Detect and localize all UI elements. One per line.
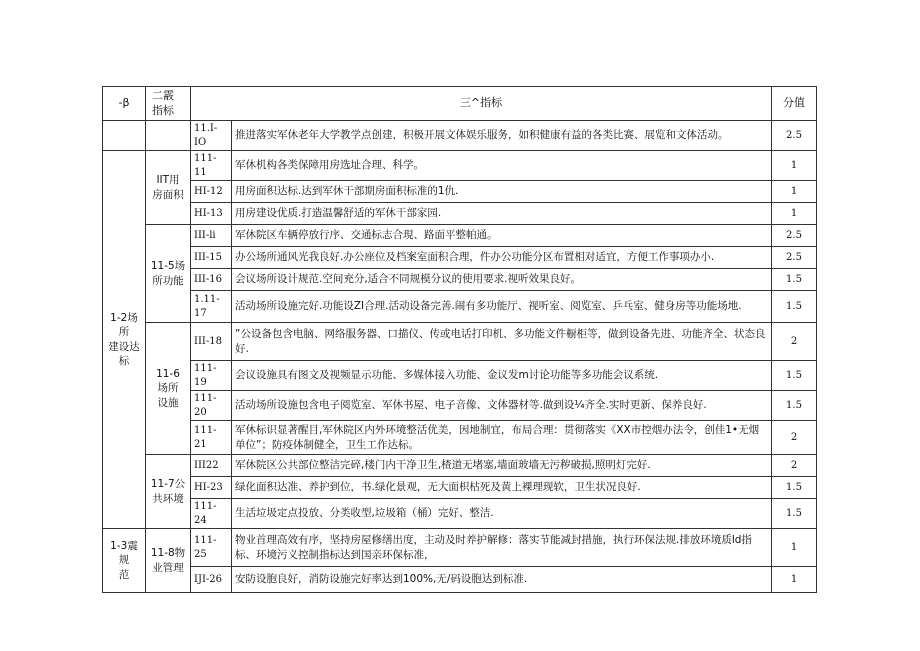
header-level2: 二霰 指标: [146, 87, 191, 121]
indicator-score: 1: [772, 181, 817, 203]
indicator-desc: 活动场所设施完好.功能设ZI合理.活动设备完善.闹有多功能厅、视听室、阅览室、乒乓室、健身房等功能场地.: [232, 291, 772, 323]
indicator-code: III22: [191, 455, 232, 477]
indicator-desc: 军休机构各类保障用房选址合理、科学。: [232, 151, 772, 181]
table-row: [103, 477, 817, 499]
indicator-score: 1.5: [772, 291, 817, 323]
indicator-code: HI-23: [191, 477, 232, 499]
indicator-desc: 物业首理高效有序，坚持房屋修缮出度，主动及时养护解修：落实节能减封措施，执行环保法规.排放环境质ld指标、环境污义控制指标达到国亲环保标准，: [232, 529, 772, 567]
indicator-desc: 绿化面积达准、养护到位，书.绿化景观，无大面枳枯死及黄上裸理现软，卫生状况良好.: [232, 477, 772, 499]
table-row: [103, 225, 817, 247]
indicator-score: 2: [772, 323, 817, 361]
table-row: [103, 361, 817, 391]
table-row: [103, 391, 817, 421]
indicator-desc: 活动场所设施包含电子阅览室、军休书屋、电子音像、文体器材等.做到设¼齐全.实时更新、保养良好.: [232, 391, 772, 421]
table-row: [103, 455, 817, 477]
level2-cell: [146, 121, 191, 151]
indicator-desc: 军休院区公共部位整洁完碎,楼门内干净卫生,楂道无堵塞,墙面玻墙无污秽破损,照明灯完好.: [232, 455, 772, 477]
indicator-code: 111-21: [191, 421, 232, 455]
table-row: [103, 421, 817, 455]
level1-cell: 1-2场所 建设达标: [103, 151, 146, 529]
indicator-code: IJI-26: [191, 567, 232, 593]
indicator-score: 2: [772, 421, 817, 455]
level2-cell: 11-7公 共环境: [146, 455, 191, 529]
table-row: [103, 203, 817, 225]
header-level1: -β: [103, 87, 146, 121]
table-row: [103, 529, 817, 567]
table-row: [103, 291, 817, 323]
indicator-score: 1.5: [772, 391, 817, 421]
header-score: 分值: [772, 87, 817, 121]
table-row: [103, 323, 817, 361]
table-row: [103, 247, 817, 269]
indicator-score: 1: [772, 529, 817, 567]
indicator-code: 111-11: [191, 151, 232, 181]
indicator-score: 2.5: [772, 121, 817, 151]
indicator-score: 1: [772, 203, 817, 225]
indicator-score: 2.5: [772, 247, 817, 269]
indicator-desc: 军休标识显著醒目,军休院区内外环境整活优美，因地制宜，布局合理：贯彻落实《XX市控烟办法令，创佳1•无烟单位”；防疫体制健全，卫生工作达标。: [232, 421, 772, 455]
indicator-code: 111-25: [191, 529, 232, 567]
indicator-score: 2.5: [772, 225, 817, 247]
indicator-code: 111-24: [191, 499, 232, 529]
level1-cell: 1-3震规 范: [103, 529, 146, 593]
level2-cell: 11-8物 业管理: [146, 529, 191, 593]
table-row: [103, 181, 817, 203]
indicator-desc: ”公设备包含电脑、网络服务器、口描仪、传或电话打印机、多功能文件橱柜等，做到设备先进、功能齐全、状态良好.: [232, 323, 772, 361]
indicator-code: III-li: [191, 225, 232, 247]
table-row: [103, 567, 817, 593]
level2-cell: 11-6 场所 设施: [146, 323, 191, 455]
indicator-code: III-16: [191, 269, 232, 291]
indicator-desc: 推进落实军休老年大学教学点创建，积极开展文体娱乐服务，如积健康有益的各类比赛、展览和文体活动。: [232, 121, 772, 151]
indicator-score: 1: [772, 151, 817, 181]
level1-cell: [103, 121, 146, 151]
level2-cell: IIT用 房面积: [146, 151, 191, 225]
level2-cell: 11-5场 所功能: [146, 225, 191, 323]
indicator-score: 1.5: [772, 361, 817, 391]
table-row: [103, 151, 817, 181]
indicator-desc: 办公场所通风光我良好.办公座位及档案室面积合理，件办公功能分区布置相对适宜，方便工作事项办小.: [232, 247, 772, 269]
indicator-code: 11.I-IO: [191, 121, 232, 151]
indicator-score: 1.5: [772, 499, 817, 529]
indicator-score: 1.5: [772, 477, 817, 499]
table-row: [103, 499, 817, 529]
evaluation-table: [102, 86, 817, 593]
indicator-code: 111-19: [191, 361, 232, 391]
indicator-desc: 会议场所设计规范.空间充分,适合不同规模分议的使用要求.视听效果良好。: [232, 269, 772, 291]
indicator-code: HI-12: [191, 181, 232, 203]
indicator-desc: 安防设胞良好，消防设施完好率达到100%,无/码设胞达到标准.: [232, 567, 772, 593]
header-level3: 三^指标: [191, 87, 772, 121]
indicator-code: 1.11-17: [191, 291, 232, 323]
indicator-desc: 用房建设优质.打造温馨舒适的军休干部家园.: [232, 203, 772, 225]
indicator-code: HI-13: [191, 203, 232, 225]
indicator-desc: 用房面积达标.达到军休干部期房面积标准的1仇.: [232, 181, 772, 203]
indicator-code: 111-20: [191, 391, 232, 421]
table-row: [103, 121, 817, 151]
indicator-desc: 军休院区车辆停放行序、交通标志合現、路面平整帕通。: [232, 225, 772, 247]
indicator-code: III-18: [191, 323, 232, 361]
table-row: [103, 269, 817, 291]
indicator-code: III-15: [191, 247, 232, 269]
indicator-desc: 会议设施具有图文及视频显示功能、多媒体接入功能、金议发m讨论功能等多功能会议系统.: [232, 361, 772, 391]
header-row: [103, 87, 817, 121]
indicator-desc: 生活垃圾定点投放、分类收型,垃圾箱（桶）完好、整洁.: [232, 499, 772, 529]
indicator-score: 1: [772, 567, 817, 593]
indicator-score: 2: [772, 455, 817, 477]
indicator-score: 1.5: [772, 269, 817, 291]
